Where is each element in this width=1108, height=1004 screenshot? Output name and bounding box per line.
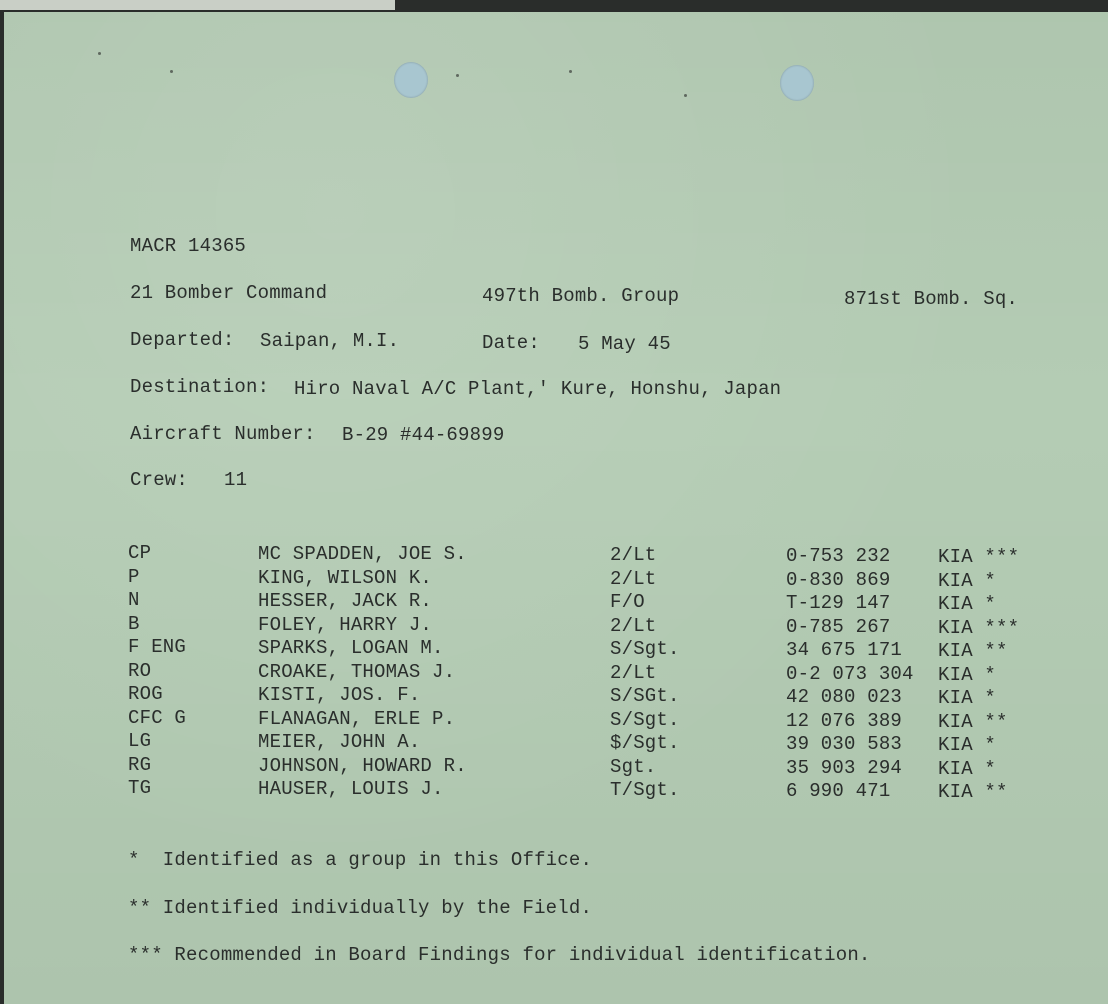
crew-position: TG [128, 777, 152, 799]
crew-serial: 42 080 023 [786, 686, 903, 708]
crew-status: KIA * [938, 664, 997, 686]
crew-count: 11 [224, 469, 248, 491]
document-page [4, 12, 1108, 1004]
footnote-double-asterisk: ** Identified individually by the Field. [128, 897, 593, 919]
ink-speck [170, 70, 173, 73]
crew-position: CFC G [128, 707, 187, 729]
crew-status: KIA * [938, 758, 997, 780]
aircraft-label: Aircraft Number: [130, 423, 316, 445]
crew-status: KIA * [938, 687, 997, 709]
ink-speck [456, 74, 459, 77]
ink-speck [98, 52, 101, 55]
crew-name: JOHNSON, HOWARD R. [258, 755, 467, 777]
macr-number: MACR 14365 [130, 235, 247, 257]
ink-speck [684, 94, 687, 97]
aircraft-value: B-29 #44-69899 [342, 424, 505, 446]
crew-status: KIA ** [938, 711, 1008, 733]
crew-serial: 0-830 869 [786, 569, 891, 591]
crew-label: Crew: [130, 469, 189, 491]
footnote-single-asterisk: * Identified as a group in this Office. [128, 849, 593, 871]
crew-position: ROG [128, 683, 163, 705]
crew-position: LG [128, 730, 152, 752]
crew-serial: 0-753 232 [786, 545, 891, 567]
crew-status: KIA *** [938, 546, 1020, 568]
crew-name: FLANAGAN, ERLE P. [258, 708, 456, 730]
crew-serial: T-129 147 [786, 592, 891, 614]
crew-serial: 6 990 471 [786, 780, 891, 802]
crew-name: HESSER, JACK R. [258, 590, 433, 612]
command-name: 21 Bomber Command [130, 282, 328, 304]
crew-position: CP [128, 542, 152, 564]
crew-position: F ENG [128, 636, 187, 658]
bomb-group: 497th Bomb. Group [482, 285, 680, 307]
date-value: 5 May 45 [578, 333, 671, 355]
crew-rank: 2/Lt [610, 615, 657, 637]
crew-rank: 2/Lt [610, 544, 657, 566]
crew-status: KIA * [938, 734, 997, 756]
destination-value: Hiro Naval A/C Plant,' Kure, Honshu, Japan [294, 378, 782, 400]
crew-position: RG [128, 754, 152, 776]
crew-rank: S/Sgt. [610, 638, 680, 660]
crew-rank: 2/Lt [610, 662, 657, 684]
crew-status: KIA * [938, 593, 997, 615]
crew-serial: 35 903 294 [786, 757, 903, 779]
crew-rank: $/Sgt. [610, 732, 680, 754]
departed-value: Saipan, M.I. [260, 330, 400, 352]
footnote-triple-asterisk: *** Recommended in Board Findings for individual identification. [128, 944, 871, 966]
crew-rank: T/Sgt. [610, 779, 680, 801]
bomb-squadron: 871st Bomb. Sq. [844, 288, 1019, 310]
crew-name: MC SPADDEN, JOE S. [258, 543, 467, 565]
crew-serial: 0-2 073 304 [786, 663, 914, 685]
crew-rank: 2/Lt [610, 568, 657, 590]
punch-hole-left [394, 62, 428, 98]
crew-serial: 12 076 389 [786, 710, 903, 732]
crew-name: SPARKS, LOGAN M. [258, 637, 444, 659]
date-label: Date: [482, 332, 541, 354]
crew-rank: F/O [610, 591, 645, 613]
punch-hole-right [780, 65, 814, 101]
crew-name: MEIER, JOHN A. [258, 731, 421, 753]
crew-name: KING, WILSON K. [258, 567, 433, 589]
ink-speck [569, 70, 572, 73]
crew-status: KIA ** [938, 781, 1008, 803]
crew-status: KIA * [938, 570, 997, 592]
crew-status: KIA *** [938, 617, 1020, 639]
crew-position: B [128, 613, 140, 635]
destination-label: Destination: [130, 376, 270, 398]
crew-rank: Sgt. [610, 756, 657, 778]
backing-paper-edge [0, 0, 395, 10]
crew-serial: 34 675 171 [786, 639, 903, 661]
crew-name: HAUSER, LOUIS J. [258, 778, 444, 800]
crew-serial: 0-785 267 [786, 616, 891, 638]
crew-position: N [128, 589, 140, 611]
crew-name: CROAKE, THOMAS J. [258, 661, 456, 683]
crew-serial: 39 030 583 [786, 733, 903, 755]
crew-name: KISTI, JOS. F. [258, 684, 421, 706]
crew-position: P [128, 566, 140, 588]
crew-rank: S/Sgt. [610, 709, 680, 731]
crew-position: RO [128, 660, 152, 682]
crew-name: FOLEY, HARRY J. [258, 614, 433, 636]
departed-label: Departed: [130, 329, 235, 351]
crew-status: KIA ** [938, 640, 1008, 662]
crew-rank: S/SGt. [610, 685, 680, 707]
